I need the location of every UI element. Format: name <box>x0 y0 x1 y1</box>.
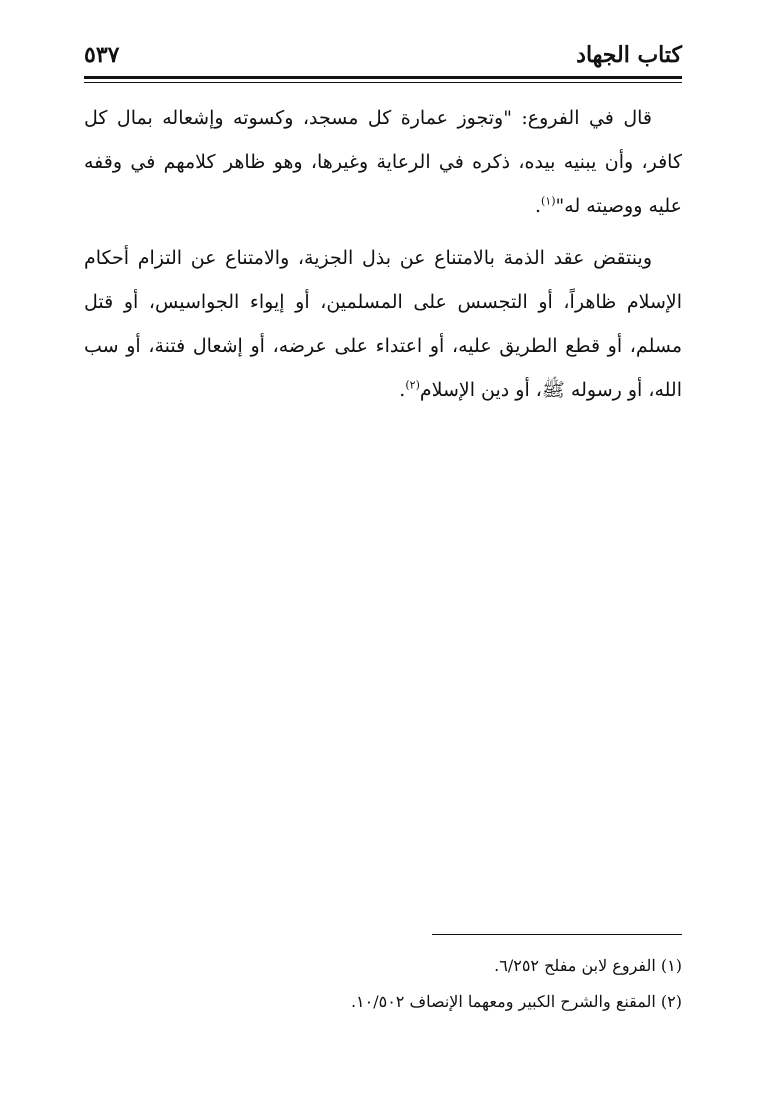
footnote-separator <box>432 934 682 935</box>
footnote-ref-1: (١) <box>541 194 556 208</box>
page-number: ٥٣٧ <box>84 42 120 68</box>
paragraph-1-end: . <box>534 195 541 217</box>
footnotes <box>84 948 682 1020</box>
paragraph-2-text: وينتقض عقد الذمة بالامتناع عن بذل الجزية، والامتناع عن التزام أحكام الإسلام ظاهراً، أو التجسس على المسلمين، أو إيواء الجواسيس، أو قتل مسلم، أو قطع الطريق عليه، أو اعتداء على عرضه، أو إشعال فتنة، أو سب الله، أو رسوله ﷺ، أو دين الإسلام <box>84 247 682 401</box>
footnote-2: (٢) المقنع والشرح الكبير ومعهما الإنصاف ١٠/٥٠٢. <box>350 992 682 1011</box>
paragraph-2 <box>84 236 682 412</box>
header-rule-thick <box>84 76 682 79</box>
paragraph-2-end: . <box>399 379 406 401</box>
paragraph-1-text: قال في الفروع: "وتجوز عمارة كل مسجد، وكسوته وإشعاله بمال كل كافر، وأن يبنيه بيده، ذكره في الرعاية وغيرها، وهو ظاهر كلامهم في وقفه عليه ووصيته له" <box>84 107 682 217</box>
header-rule-thin <box>84 82 682 83</box>
book-title: كتاب الجهاد <box>576 42 682 68</box>
main-text <box>84 96 682 420</box>
paragraph-1 <box>84 96 682 228</box>
footnote-1: (١) الفروع لابن مفلح ٦/٢٥٢. <box>494 956 682 975</box>
footnote-ref-2: (٢) <box>405 378 420 392</box>
page-header <box>84 40 682 76</box>
